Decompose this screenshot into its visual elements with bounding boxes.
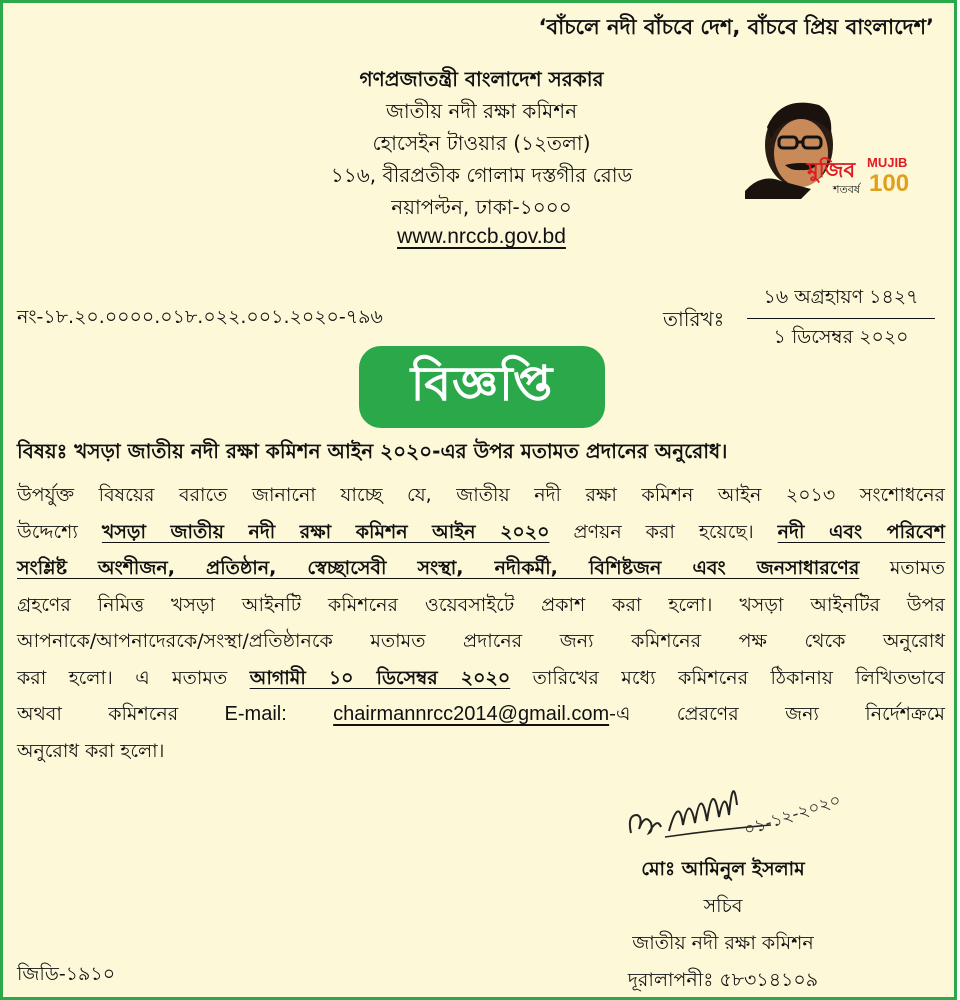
- signer-block: [523, 851, 923, 999]
- road-address: ১১৬, বীরপ্রতীক গোলাম দস্তগীর রোড: [330, 163, 633, 187]
- signer-designation: সচিব: [703, 895, 743, 917]
- deadline-highlight: আগামী ১০ ডিসেম্বর ২০২০: [249, 666, 511, 689]
- draft-law-highlight: খসড়া জাতীয় নদী রক্ষা কমিশন আইন ২০২০: [101, 520, 550, 543]
- body-line: অনুরোধ করা হলো।: [17, 739, 165, 762]
- signer-organization: জাতীয় নদী রক্ষা কমিশন: [632, 932, 814, 954]
- mujib-100-logo-icon: [741, 81, 921, 199]
- body-line: [17, 550, 945, 587]
- body-text: অথবা কমিশনের: [17, 703, 179, 725]
- motto: ‘বাঁচলে নদী বাঁচবে দেশ, বাঁচবে প্রিয় বাংলাদেশ’: [538, 15, 934, 39]
- stakeholder-highlight: নদী এবং পরিবেশ: [777, 520, 945, 543]
- reference-number: নং-১৮.২০.০০০০.০১৮.০২২.০০১.২০২০-৭৯৬: [17, 306, 383, 328]
- signer-phone: দূরালাপনীঃ ৫৮৩১৪১০৯: [627, 969, 819, 991]
- date-label: তারিখঃ: [663, 307, 725, 331]
- date-block: [747, 283, 935, 355]
- body-text: মতামত: [889, 557, 945, 579]
- website-link[interactable]: www.nrccb.gov.bd: [397, 225, 566, 248]
- govt-name: গণপ্রজাতন্ত্রী বাংলাদেশ সরকার: [359, 67, 604, 91]
- stakeholder-highlight: সংশ্লিষ্ট অংশীজন, প্রতিষ্ঠান, স্বেচ্ছাসেবী সংস্থা, নদীকর্মী, বিশিষ্টজন এবং জনসাধারণের: [17, 557, 860, 579]
- body-text: তারিখের মধ্যে কমিশনের ঠিকানায় লিখিতভাবে: [532, 666, 945, 689]
- logo-number-text: 100: [869, 170, 910, 197]
- logo-sub-text: শতবর্ষ: [833, 183, 860, 196]
- body-text: করা হলো। এ মতামত: [17, 666, 228, 689]
- area-address: নয়াপল্টন, ঢাকা-১০০০: [391, 195, 572, 219]
- body-text: প্রণয়ন করা হয়েছে।: [573, 520, 754, 543]
- body-text: উদ্দেশ্যে: [17, 520, 78, 543]
- building-address: হোসেইন টাওয়ার (১২তলা): [372, 131, 591, 155]
- body-line: উপর্যুক্ত বিষয়ের বরাতে জানানো যাচ্ছে যে, জাতীয় নদী রক্ষা কমিশন আইন ২০১৩ সংশোধনের: [17, 484, 945, 506]
- signature-date: ০১-১২-২০২০: [741, 790, 844, 841]
- gd-number: জিডি-১৯১০: [17, 963, 116, 985]
- email-link[interactable]: chairmannrcc2014@gmail.com: [333, 703, 610, 725]
- logo-bangla-text: মুজিব: [807, 158, 856, 182]
- body-line: [17, 660, 945, 697]
- notice-body: [17, 477, 945, 769]
- email-label: E-mail:: [224, 703, 287, 725]
- body-text: -এ প্রেরণের জন্য নির্দেশক্রমে: [609, 703, 945, 725]
- body-line: [17, 696, 945, 733]
- logo-english-text: MUJIB: [867, 155, 908, 170]
- body-line: আপনাকে/আপনাদেরকে/সংস্থা/প্রতিষ্ঠানকে মতামত প্রদানের জন্য কমিশনের পক্ষ থেকে অনুরোধ: [17, 630, 945, 652]
- body-line: [17, 514, 945, 551]
- subject-line: বিষয়ঃ খসড়া জাতীয় নদী রক্ষা কমিশন আইন ২০২০-এর উপর মতামত প্রদানের অনুরোধ।: [17, 439, 728, 463]
- body-line: গ্রহণের নিমিত্ত খসড়া আইনটি কমিশনের ওয়েবসাইটে প্রকাশ করা হলো। খসড়া আইনটির উপর: [17, 593, 945, 616]
- notice-title-badge: [359, 346, 605, 428]
- date-bangla: ১৬ অগ্রহায়ণ ১৪২৭: [747, 283, 935, 319]
- date-english: ১ ডিসেম্বর ২০২০: [773, 326, 909, 348]
- signer-name: মোঃ আমিনুল ইসলাম: [641, 858, 805, 880]
- commission-name: জাতীয় নদী রক্ষা কমিশন: [385, 99, 578, 123]
- notice-title: বিজ্ঞপ্তি: [410, 355, 554, 412]
- signature-icon: [621, 765, 844, 845]
